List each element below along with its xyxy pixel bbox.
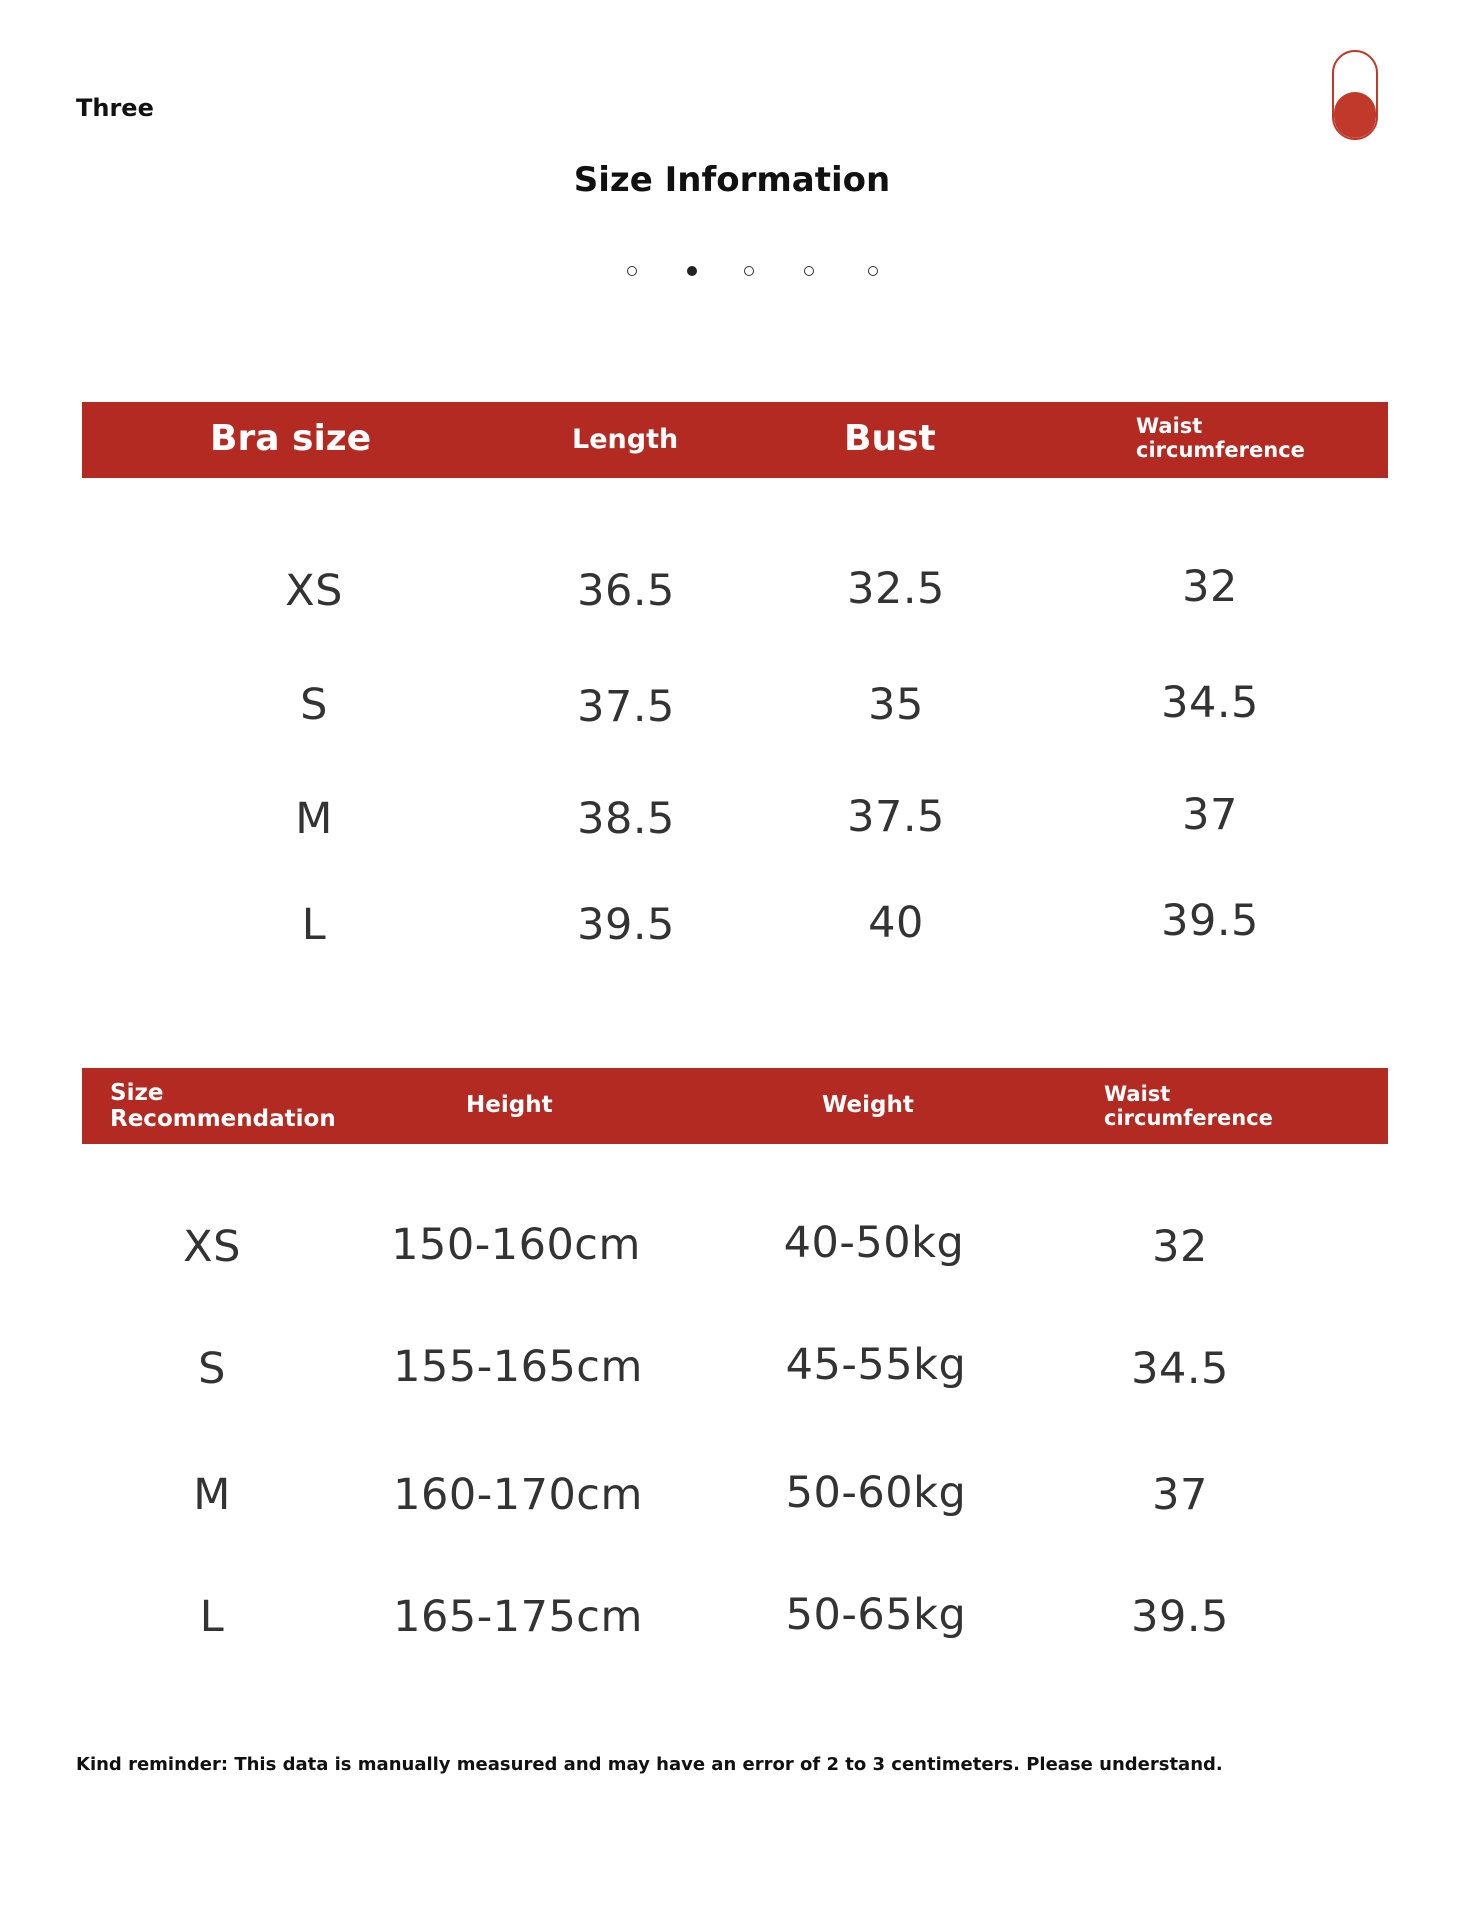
header-waist-line1: Waist <box>1104 1082 1171 1106</box>
cell-waist: 34.5 <box>1161 678 1259 728</box>
page-title: Size Information <box>573 160 891 200</box>
section-label: Three <box>76 94 154 122</box>
cell-waist: 32 <box>1152 1222 1208 1272</box>
cell-size: L <box>301 900 327 950</box>
footer-reminder: Kind reminder: This data is manually measured and may have an error of 2 to 3 centimeters. Please understand. <box>76 1754 1223 1775</box>
cell-bust: 32.5 <box>847 564 945 614</box>
header-bra-size: Bra size <box>210 418 372 459</box>
cell-size: XS <box>183 1222 241 1272</box>
header-waist-circumference <box>1136 414 1305 462</box>
scroll-indicator-fill <box>1334 92 1376 138</box>
header-weight: Weight <box>822 1092 914 1118</box>
pagination-dot-active[interactable] <box>687 266 697 276</box>
cell-size: M <box>295 794 333 844</box>
cell-length: 39.5 <box>577 900 675 950</box>
header-size-line2: Recommendation <box>110 1106 336 1132</box>
cell-weight: 50-65kg <box>785 1590 967 1640</box>
cell-bust: 40 <box>868 898 924 948</box>
cell-size: S <box>198 1344 226 1394</box>
scroll-indicator[interactable] <box>1332 50 1378 140</box>
cell-size: L <box>199 1592 225 1642</box>
cell-height: 155-165cm <box>393 1342 643 1392</box>
cell-weight: 50-60kg <box>785 1468 967 1518</box>
header-size-line1: Size <box>110 1080 164 1106</box>
cell-length: 36.5 <box>577 566 675 616</box>
cell-bust: 35 <box>868 680 924 730</box>
cell-length: 38.5 <box>577 794 675 844</box>
pagination-dot[interactable] <box>744 266 754 276</box>
header-waist-line1: Waist <box>1136 414 1203 438</box>
cell-bust: 37.5 <box>847 792 945 842</box>
cell-size: M <box>193 1470 231 1520</box>
header-waist-line2: circumference <box>1136 438 1305 462</box>
cell-waist: 37 <box>1152 1470 1208 1520</box>
pagination-dot[interactable] <box>627 266 637 276</box>
cell-height: 165-175cm <box>393 1592 643 1642</box>
cell-size: XS <box>285 566 343 616</box>
cell-waist: 39.5 <box>1131 1592 1229 1642</box>
cell-length: 37.5 <box>577 682 675 732</box>
cell-waist: 37 <box>1182 790 1238 840</box>
pagination-dot[interactable] <box>804 266 814 276</box>
header-waist-circumference-2 <box>1104 1082 1273 1130</box>
header-height: Height <box>466 1092 553 1118</box>
header-waist-line2: circumference <box>1104 1106 1273 1130</box>
bra-size-table-header <box>82 402 1388 478</box>
cell-weight: 45-55kg <box>785 1340 967 1390</box>
cell-height: 150-160cm <box>391 1220 641 1270</box>
header-length: Length <box>572 424 679 455</box>
cell-waist: 34.5 <box>1131 1344 1229 1394</box>
header-bust: Bust <box>844 418 936 459</box>
cell-size: S <box>300 680 328 730</box>
pagination-dots <box>0 266 1464 282</box>
pagination-dot[interactable] <box>868 266 878 276</box>
cell-waist: 39.5 <box>1161 896 1259 946</box>
cell-weight: 40-50kg <box>783 1218 965 1268</box>
size-recommendation-table-header <box>82 1068 1388 1144</box>
header-size-recommendation <box>110 1080 336 1132</box>
cell-height: 160-170cm <box>393 1470 643 1520</box>
cell-waist: 32 <box>1182 562 1238 612</box>
